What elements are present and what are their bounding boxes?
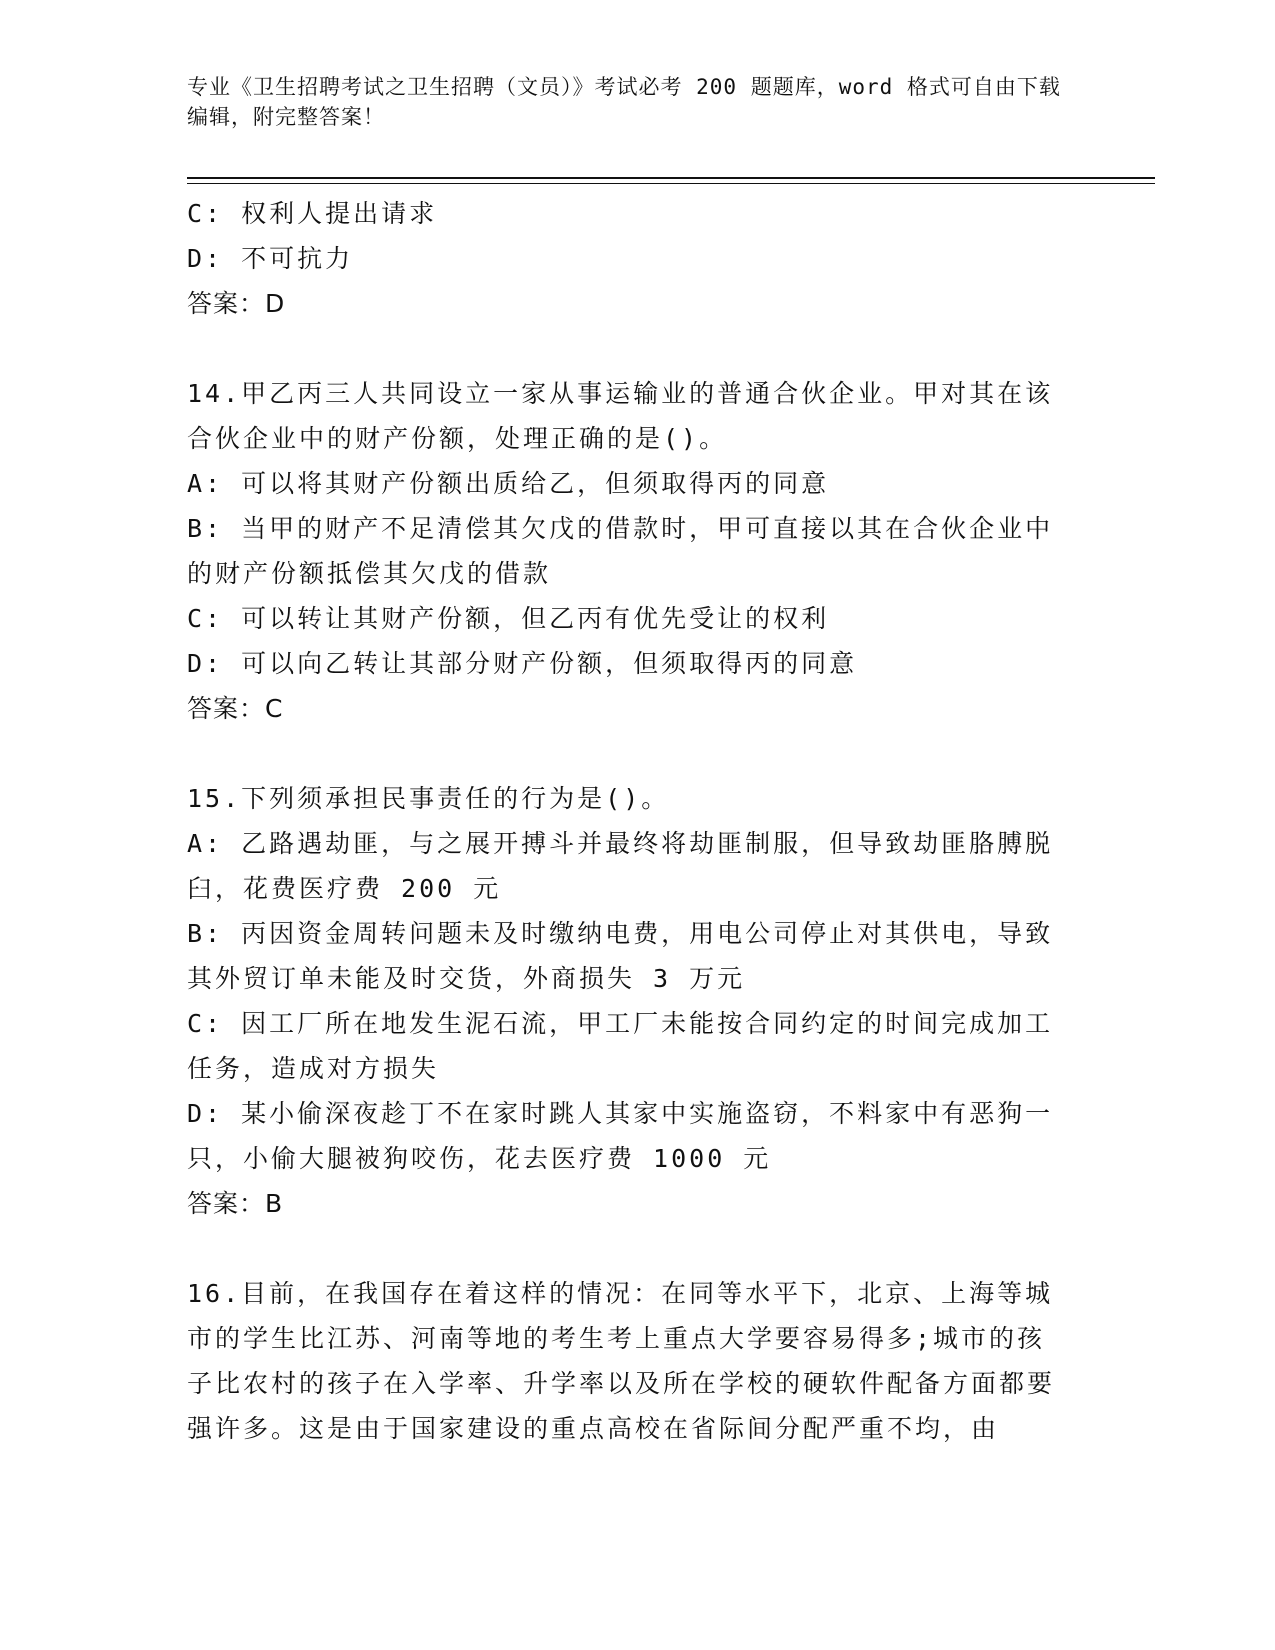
option-b: B: 丙因资金周转问题未及时缴纳电费，用电公司停止对其供电，导致其外贸订单未能及时交货，外商损失 3 万元	[187, 919, 1054, 993]
option-c: C: 权利人提出请求	[187, 199, 438, 228]
header-rule-thick	[187, 177, 1155, 179]
answer-line: 答案：D	[187, 289, 286, 318]
question-stem: 16.目前，在我国存在着这样的情况：在同等水平下，北京、上海等城市的学生比江苏、河南等地的考生考上重点大学要容易得多;城市的孩子比农村的孩子在入学率、升学率以及所在学校的硬软件配备方面都要强许多。这是由于国家建设的重点高校在省际间分配严重不均，由	[187, 1279, 1056, 1443]
option-d: D: 不可抗力	[187, 244, 354, 273]
spacer	[187, 1226, 1067, 1271]
option-b: B: 当甲的财产不足清偿其欠戊的借款时，甲可直接以其在合伙企业中的财产份额抵偿其欠戊的借款	[187, 514, 1054, 588]
header-rule-thin	[187, 183, 1155, 184]
option-c: C: 可以转让其财产份额，但乙丙有优先受让的权利	[187, 604, 830, 633]
answer-line: 答案：B	[187, 1189, 284, 1218]
answer-line: 答案：C	[187, 694, 284, 723]
question-stem: 15.下列须承担民事责任的行为是()。	[187, 784, 670, 813]
option-d: D: 某小偷深夜趁丁不在家时跳人其家中实施盗窃，不料家中有恶狗一只，小偷大腿被狗咬伤，花去医疗费 1000 元	[187, 1099, 1054, 1173]
option-a: A: 乙路遇劫匪，与之展开搏斗并最终将劫匪制服，但导致劫匪胳膊脱臼，花费医疗费 200 元	[187, 829, 1054, 903]
option-d: D: 可以向乙转让其部分财产份额，但须取得丙的同意	[187, 649, 858, 678]
option-c: C: 因工厂所在地发生泥石流，甲工厂未能按合同约定的时间完成加工任务，造成对方损失	[187, 1009, 1054, 1083]
document-body	[187, 191, 1067, 1451]
spacer	[187, 731, 1067, 776]
document-header: 专业《卫生招聘考试之卫生招聘（文员）》考试必考 200 题题库，word 格式可自由下载编辑，附完整答案！	[187, 75, 1061, 129]
spacer	[187, 326, 1067, 371]
option-a: A: 可以将其财产份额出质给乙，但须取得丙的同意	[187, 469, 830, 498]
question-stem: 14.甲乙丙三人共同设立一家从事运输业的普通合伙企业。甲对其在该合伙企业中的财产份额，处理正确的是()。	[187, 379, 1054, 453]
